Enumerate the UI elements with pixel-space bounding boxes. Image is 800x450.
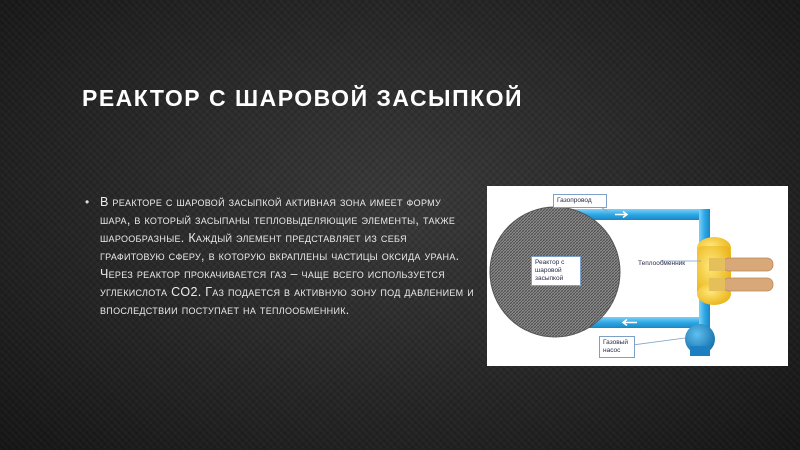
gas-pump [685, 324, 715, 356]
heat-exchanger [697, 237, 773, 305]
bullet: • [85, 195, 90, 209]
label-gas-pump: Газовый насос [599, 336, 635, 358]
slide-body [86, 193, 474, 319]
slide-title: РЕАКТОР С ШАРОВОЙ ЗАСЫПКОЙ [82, 85, 524, 111]
label-gas-pipe: Газопровод [553, 194, 607, 208]
label-heat-exchanger: Теплообменник [638, 260, 686, 267]
reactor-diagram [487, 186, 788, 366]
body-text: В реакторе с шаровой засыпкой активная зона имеет форму шара, в который засыпаны тепловыделяющие элементы, также шарообразные. Каждый элемент представляет из себя графитовую сферу, в которую вкраплены частицы оксида урана. Через реактор прокачивается газ – чаще всего используется углекислота CO2. Газ подается в активную зону под давлением и впоследствии поступает на теплообменник. [100, 195, 475, 317]
label-reactor: Реактор с шаровой засыпкой [531, 256, 581, 286]
